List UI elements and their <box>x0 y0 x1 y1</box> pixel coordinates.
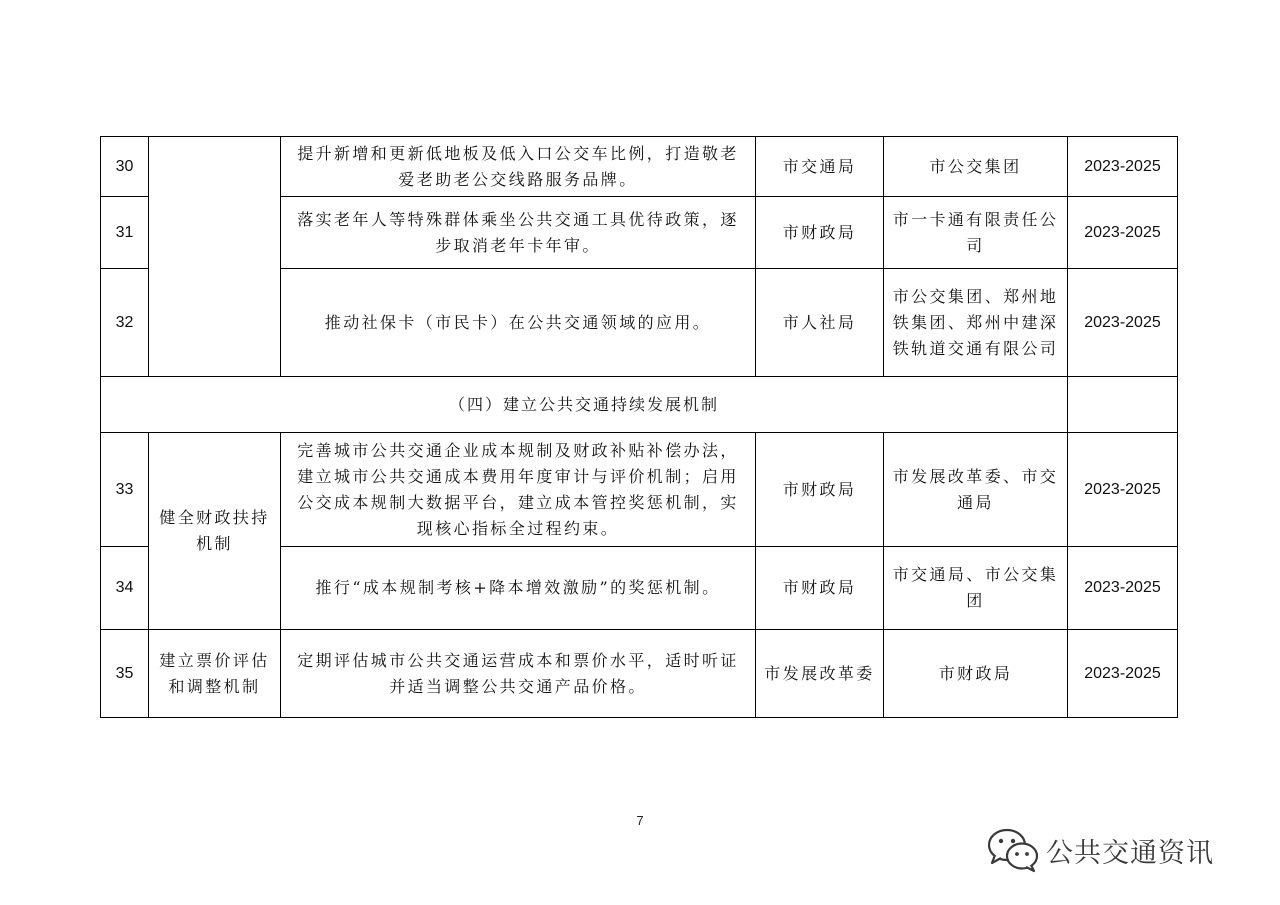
lead-unit-cell-text: 市发展改革委 <box>764 663 875 683</box>
row-number-cell <box>101 197 149 269</box>
period-cell <box>1068 630 1178 718</box>
lead-unit-cell-text: 市交通局 <box>782 156 857 176</box>
section-empty-cell <box>1068 377 1178 433</box>
task-content-cell <box>281 547 756 630</box>
period-cell <box>1068 269 1178 377</box>
partner-unit-cell <box>884 269 1068 377</box>
period-cell-text: 2023-2025 <box>1084 664 1161 682</box>
period-cell-text: 2023-2025 <box>1084 579 1161 596</box>
task-content-cell <box>281 137 756 197</box>
partner-unit-cell <box>884 137 1068 197</box>
task-content-cell <box>281 269 756 377</box>
row-number-cell-text: 30 <box>115 157 134 175</box>
row-number-cell-text: 31 <box>115 223 134 241</box>
watermark <box>986 826 1214 874</box>
task-content-cell-text: 落实老年人等特殊群体乘坐公共交通工具优待政策，逐步取消老年卡年审。 <box>297 209 739 255</box>
lead-unit-cell <box>756 269 884 377</box>
partner-unit-cell-text: 市财政局 <box>938 663 1013 683</box>
period-cell <box>1068 137 1178 197</box>
partner-unit-cell <box>884 197 1068 269</box>
row-number-cell <box>101 547 149 630</box>
section-title-cell-text: （四）建立公共交通持续发展机制 <box>448 394 719 414</box>
lead-unit-cell <box>756 547 884 630</box>
task-content-cell <box>281 630 756 718</box>
period-cell-text: 2023-2025 <box>1084 157 1161 175</box>
lead-unit-cell <box>756 197 884 269</box>
lead-unit-cell-text: 市财政局 <box>782 578 857 597</box>
lead-unit-cell-text: 市财政局 <box>782 479 857 499</box>
partner-unit-cell-text: 市一卡通有限责任公司 <box>892 209 1059 255</box>
task-content-cell <box>281 433 756 547</box>
category-cell-text: 建立票价评估和调整机制 <box>159 650 270 696</box>
partner-unit-cell-text: 市公交集团、郑州地铁集团、郑州中建深铁轨道交通有限公司 <box>892 286 1059 358</box>
row-number-cell <box>101 630 149 718</box>
lead-unit-cell <box>756 137 884 197</box>
section-title-cell <box>101 377 1068 433</box>
task-content-cell-text: 定期评估城市公共交通运营成本和票价水平，适时听证并适当调整公共交通产品价格。 <box>297 650 739 696</box>
task-table <box>100 136 1178 718</box>
period-cell <box>1068 197 1178 269</box>
page-number: 7 <box>636 813 644 828</box>
task-content-cell-text: 推行“成本规制考核+降本增效激励”的奖惩机制。 <box>315 578 721 597</box>
watermark-text: 公共交通资讯 <box>1046 837 1214 869</box>
row-number-cell <box>101 137 149 197</box>
category-cell <box>149 630 281 718</box>
row-number-cell-text: 34 <box>115 579 134 596</box>
partner-unit-cell-text: 市公交集团 <box>929 156 1022 176</box>
lead-unit-cell <box>756 630 884 718</box>
period-cell-text: 2023-2025 <box>1084 223 1161 241</box>
category-cell <box>149 433 281 630</box>
task-content-cell-text: 推动社保卡（市民卡）在公共交通领域的应用。 <box>324 312 712 332</box>
category-cell-text: 健全财政扶持机制 <box>159 508 270 553</box>
row-number-cell <box>101 269 149 377</box>
period-cell <box>1068 547 1178 630</box>
partner-unit-cell <box>884 547 1068 630</box>
task-content-cell-text: 完善城市公共交通企业成本规制及财政补贴补偿办法，建立城市公共交通成本费用年度审计与评价机制；启用公交成本规制大数据平台，建立成本管控奖惩机制，实现核心指标全过程约束。 <box>297 440 739 538</box>
partner-unit-cell-text: 市交通局、市公交集团 <box>892 565 1059 610</box>
partner-unit-cell-text: 市发展改革委、市交通局 <box>892 466 1059 512</box>
wechat-icon <box>986 827 1040 873</box>
category-cell <box>149 137 281 377</box>
period-cell <box>1068 433 1178 547</box>
period-cell-text: 2023-2025 <box>1084 480 1161 498</box>
task-content-cell-text: 提升新增和更新低地板及低入口公交车比例，打造敬老爱老助老公交线路服务品牌。 <box>297 143 739 189</box>
lead-unit-cell-text: 市财政局 <box>782 222 857 242</box>
lead-unit-cell-text: 市人社局 <box>782 312 857 332</box>
lead-unit-cell <box>756 433 884 547</box>
partner-unit-cell <box>884 433 1068 547</box>
row-number-cell-text: 35 <box>115 664 134 682</box>
row-number-cell-text: 32 <box>115 313 134 331</box>
partner-unit-cell <box>884 630 1068 718</box>
row-number-cell-text: 33 <box>115 480 134 498</box>
task-content-cell <box>281 197 756 269</box>
period-cell-text: 2023-2025 <box>1084 313 1161 331</box>
row-number-cell <box>101 433 149 547</box>
